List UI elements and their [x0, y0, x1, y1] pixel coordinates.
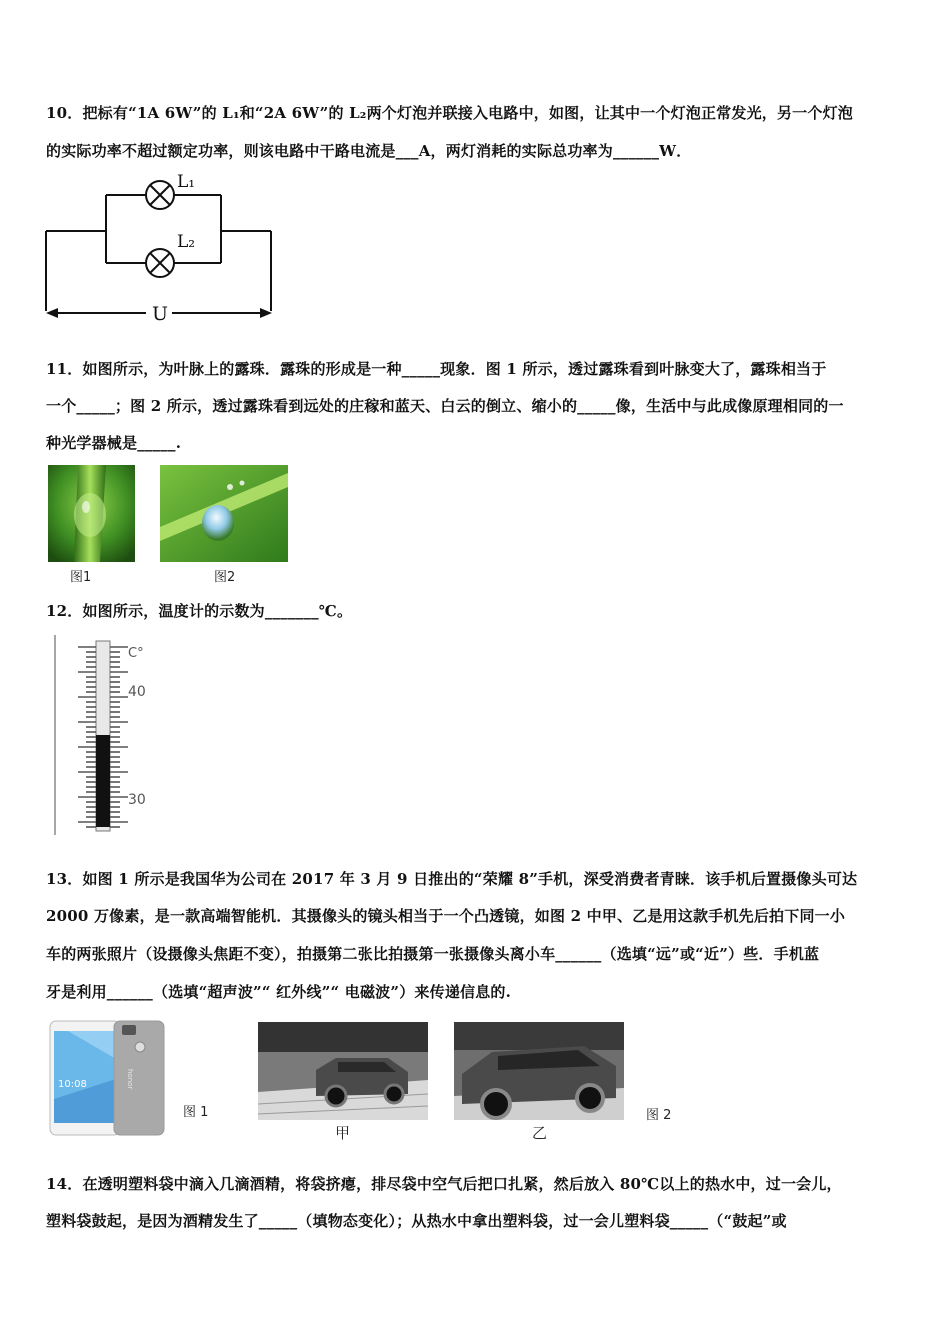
q13-fig1-caption: 图 1: [183, 1105, 209, 1120]
q10-line-2: 的实际功率不超过额定功率，则该电路中干路电流是___A，两灯消耗的实际总功率为______W．: [46, 142, 692, 160]
q11-line-2: 一个_____；图 2 所示，透过露珠看到远处的庄稼和蓝天、白云的倒立、缩小的_____像，生活中与此成像原理相同的一: [46, 397, 844, 415]
q13-line-4: 牙是利用______（选填“超声波”“ 红外线”“ 电磁波”）来传递信息的.: [46, 983, 512, 1001]
q13-line-2: 2000 万像素，是一款高端智能机．其摄像头的镜头相当于一个凸透镜，如图 2 中甲、乙是用这款手机先后拍下同一小: [46, 907, 846, 925]
photo-b-caption: 乙: [532, 1124, 548, 1142]
q12-line-1: 12．如图所示，温度计的示数为_______℃。: [46, 602, 353, 620]
circuit-diagram: [40, 165, 280, 325]
q13-line-3: 车的两张照片（设摄像头焦距不变），拍摄第二张比拍摄第一张摄像头离小车______（选填“远”或“近”）些．手机蓝: [46, 945, 820, 963]
car-photo-a: [258, 1022, 428, 1120]
q11-line-3: 种光学器械是_____.: [46, 434, 182, 452]
mercury-column: [96, 735, 110, 827]
dewdrop-photo-2: [160, 465, 288, 562]
q10-line-1: 10．把标有“1A 6W”的 L₁和“2A 6W”的 L₂两个灯泡并联接入电路中，如图，让其中一个灯泡正常发光，另一个灯泡: [46, 104, 853, 122]
tick-label-30: 30: [128, 792, 146, 808]
dewdrop-photo-1: [48, 465, 135, 562]
q11-fig2-caption: 图2: [214, 570, 236, 585]
thermometer: [52, 635, 162, 840]
arrow-left-icon: [46, 308, 58, 318]
q13-fig2-caption: 图 2: [646, 1108, 672, 1123]
q11-line-1: 11．如图所示，为叶脉上的露珠．露珠的形成是一种_____现象．图 1 所示，透过露珠看到叶脉变大了，露珠相当于: [46, 360, 827, 378]
car-photo-b: [454, 1022, 624, 1120]
photo-a-caption: 甲: [335, 1124, 351, 1142]
tick-label-40: 40: [128, 684, 146, 700]
q14-line-1: 14．在透明塑料袋中滴入几滴酒精，将袋挤瘪，排尽袋中空气后把口扎紧，然后放入 80℃以上的热水中，过一会儿，: [46, 1175, 842, 1193]
honor-phone-image: [48, 1019, 166, 1137]
phone-brand: honor: [126, 1069, 134, 1090]
q14-line-2: 塑料袋鼓起，是因为酒精发生了_____（填物态变化）；从热水中拿出塑料袋，过一会儿塑料袋_____（“鼓起”或: [46, 1212, 787, 1230]
q11-fig1-caption: 图1: [70, 570, 92, 585]
thermometer-unit: C°: [128, 646, 144, 661]
label-l2: L₂: [177, 232, 196, 252]
label-u: U: [152, 303, 169, 325]
q13-line-1: 13．如图 1 所示是我国华为公司在 2017 年 3 月 9 日推出的“荣耀 8”手机，深受消费者青睐．该手机后置摄像头可达: [46, 870, 858, 888]
label-l1: L₁: [177, 172, 196, 192]
phone-time: 10:08: [58, 1079, 87, 1090]
